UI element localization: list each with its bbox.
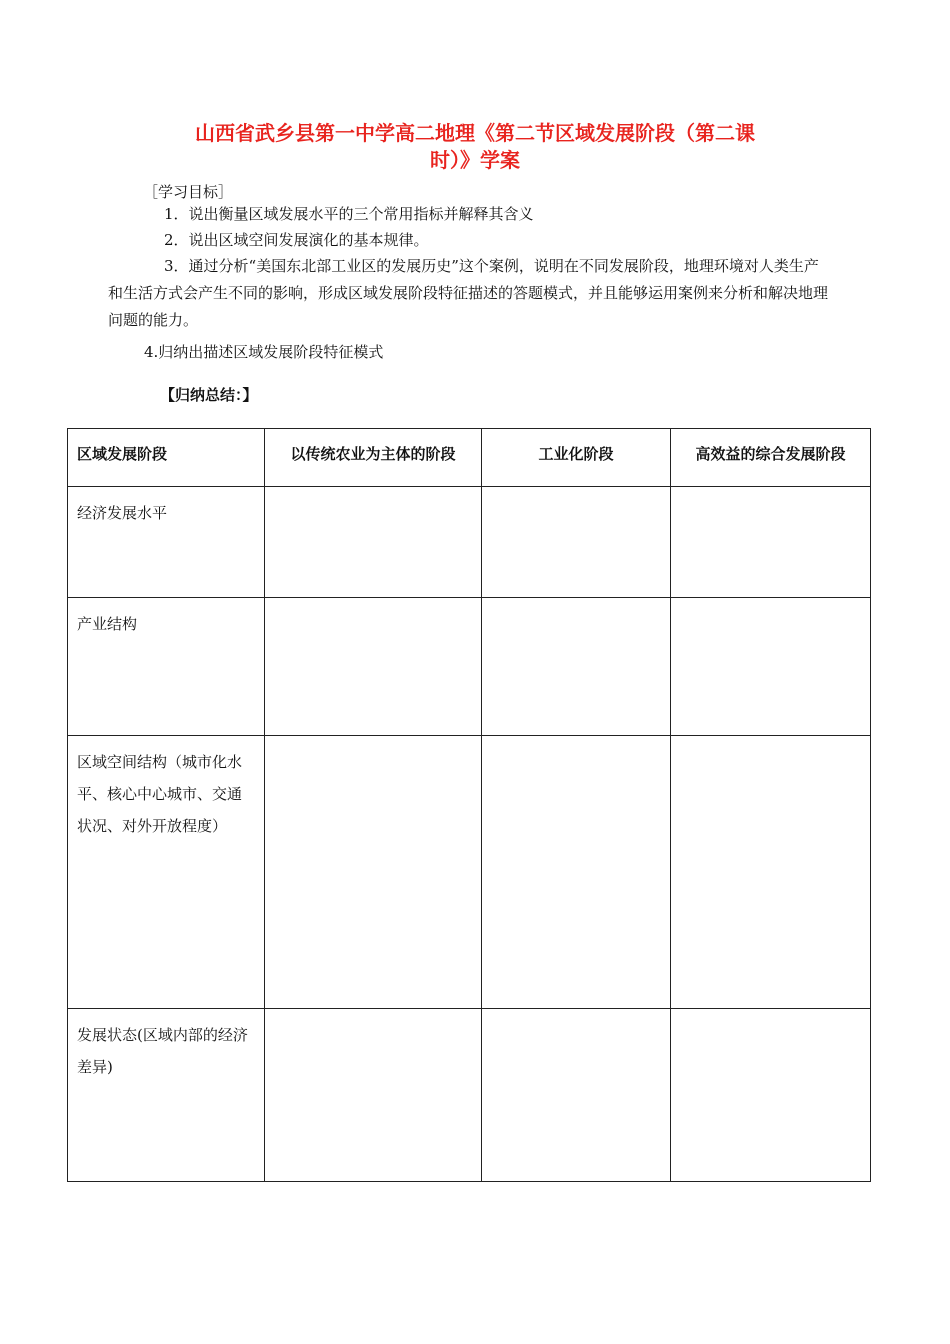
answer-cell [482,487,671,598]
title-line-2: 时）》学案 [430,148,520,172]
answer-cell [265,487,482,598]
answer-cell [265,1009,482,1182]
answer-cell [482,736,671,1009]
table-row [68,1009,871,1182]
row-label-spatial-structure: 区域空间结构（城市化水平、核心中心城市、交通状况、对外开放程度） [68,736,265,1009]
answer-cell [671,736,871,1009]
answer-cell [671,598,871,736]
answer-cell [265,598,482,736]
header-integrated-development: 高效益的综合发展阶段 [671,429,871,487]
answer-cell [482,598,671,736]
row-label-development-status: 发展状态(区域内部的经济差异) [68,1009,265,1182]
table-row [68,487,871,598]
header-stage: 区域发展阶段 [68,429,265,487]
header-industrialization: 工业化阶段 [482,429,671,487]
header-traditional-agriculture: 以传统农业为主体的阶段 [265,429,482,487]
answer-cell [671,487,871,598]
table-header-row [68,429,871,487]
table-row [68,736,871,1009]
answer-cell [482,1009,671,1182]
goal-item-1: 1．说出衡量区域发展水平的三个常用指标并解释其含义 [164,205,534,223]
table-row [68,598,871,736]
summary-heading: 【归纳总结：】 [160,386,258,404]
row-label-economic-level: 经济发展水平 [68,487,265,598]
summary-table [67,428,871,1182]
answer-cell [265,736,482,1009]
goal-item-3: 3．通过分析“美国东北部工业区的发展历史”这个案例，说明在不同发展阶段，地理环境对人类生产和生活方式会产生不同的影响，形成区域发展阶段特征描述的答题模式，并且能够运用案例来分析和解决地理问题的能力。 [108,257,829,329]
document-title [150,120,800,174]
row-label-industry-structure: 产业结构 [68,598,265,736]
title-line-1: 山西省武乡县第一中学高二地理《第二节区域发展阶段（第二课 [195,121,755,145]
goal-item-4: 4.归纳出描述区域发展阶段特征模式 [144,343,384,361]
answer-cell [671,1009,871,1182]
goals-heading: ［学习目标］ [143,183,234,201]
goal-item-2: 2．说出区域空间发展演化的基本规律。 [164,231,429,249]
